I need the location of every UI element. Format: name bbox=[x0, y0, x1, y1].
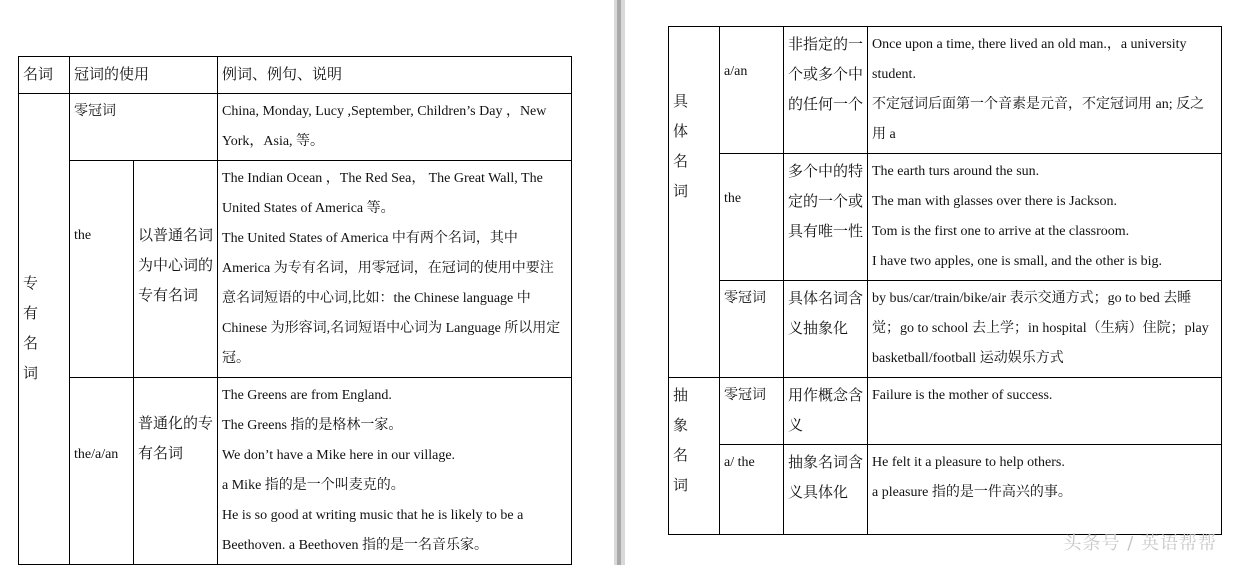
right-page bbox=[625, 0, 1233, 565]
usage-cell: 普通化的专有名词 bbox=[134, 378, 218, 565]
table-row bbox=[669, 281, 1222, 378]
table-header-row bbox=[19, 57, 572, 94]
table-row bbox=[669, 154, 1222, 281]
watermark: 头条号 / 英语帮帮 bbox=[1063, 533, 1217, 554]
concrete-noun-label: 具体名词 bbox=[669, 27, 720, 378]
header-noun: 名词 bbox=[19, 57, 70, 94]
article-cell: 零冠词 bbox=[720, 281, 784, 378]
usage-cell: 抽象名词含义具体化 bbox=[784, 445, 868, 535]
table-row bbox=[19, 378, 572, 565]
example-cell: The Indian Ocean ，The Red Sea， The Great Wall, The United States of America 等。 The United States of America 中有两个名词，其中 America 为专有名词，用零冠词，在冠词的使用中要注意名词短语的中心词,比如：the Chinese language 中 Chinese 为形容词,名词短语中心词为 Language 所以用定冠。 bbox=[218, 161, 572, 378]
header-examples: 例词、例句、说明 bbox=[218, 57, 572, 94]
table-row bbox=[669, 445, 1222, 535]
table-row bbox=[19, 94, 572, 161]
usage-cell: 多个中的特定的一个或具有唯一性 bbox=[784, 154, 868, 281]
page-divider bbox=[614, 0, 625, 565]
article-cell: a/an bbox=[720, 27, 784, 154]
proper-noun-label: 专有名词 bbox=[19, 94, 70, 565]
abstract-noun-label: 抽象名词 bbox=[669, 378, 720, 535]
article-cell: the bbox=[70, 161, 134, 378]
header-article-usage: 冠词的使用 bbox=[70, 57, 218, 94]
article-cell: 零冠词 bbox=[70, 94, 218, 161]
example-cell: Once upon a time, there lived an old man.，a university student. 不定冠词后面第一个音素是元音，不定冠词用 an; 反之用 a bbox=[868, 27, 1222, 154]
right-table bbox=[668, 26, 1222, 535]
left-table bbox=[18, 56, 572, 565]
example-cell: Failure is the mother of success. bbox=[868, 378, 1222, 445]
usage-cell: 非指定的一个或多个中的任何一个 bbox=[784, 27, 868, 154]
example-cell: China, Monday, Lucy ,September, Children’s Day ，New York，Asia, 等。 bbox=[218, 94, 572, 161]
example-cell: He felt it a pleasure to help others. a pleasure 指的是一件高兴的事。 bbox=[868, 445, 1222, 535]
usage-cell: 以普通名词为中心词的专有名词 bbox=[134, 161, 218, 378]
example-cell: The earth turs around the sun. The man with glasses over there is Jackson. Tom is the first one to arrive at the classroom. I have two apples, one is small, and the other is big. bbox=[868, 154, 1222, 281]
usage-cell: 用作概念含义 bbox=[784, 378, 868, 445]
usage-cell: 具体名词含义抽象化 bbox=[784, 281, 868, 378]
article-cell: 零冠词 bbox=[720, 378, 784, 445]
article-cell: a/ the bbox=[720, 445, 784, 535]
example-cell: by bus/car/train/bike/air 表示交通方式；go to bed 去睡觉；go to school 去上学；in hospital（生病）住院；play basketball/football 运动娱乐方式 bbox=[868, 281, 1222, 378]
table-row bbox=[669, 378, 1222, 445]
table-row bbox=[19, 161, 572, 378]
article-cell: the bbox=[720, 154, 784, 281]
article-cell: the/a/an bbox=[70, 378, 134, 565]
example-cell: The Greens are from England. The Greens 指的是格林一家。 We don’t have a Mike here in our village. a Mike 指的是一个叫麦克的。 He is so good at writing music that he is likely to be a Beethoven. a Beethoven 指的是一名音乐家。 bbox=[218, 378, 572, 565]
table-row bbox=[669, 27, 1222, 154]
left-page bbox=[0, 0, 614, 565]
